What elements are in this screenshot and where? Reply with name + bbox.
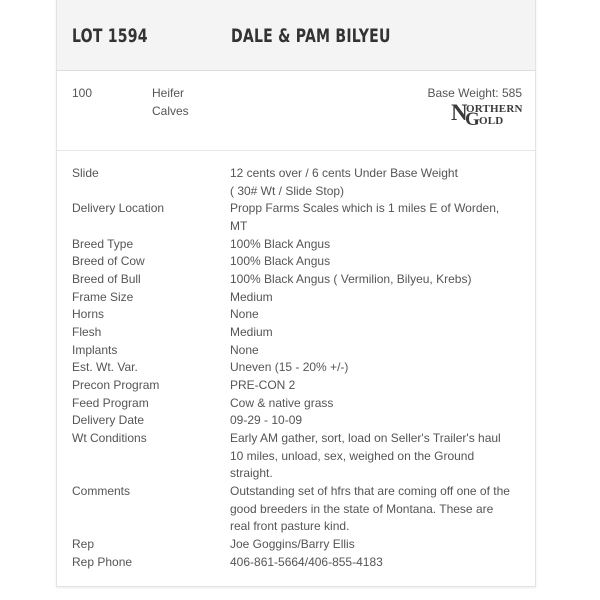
logo-letter-g: G — [465, 109, 480, 130]
implants-value: None — [230, 343, 259, 357]
comments-line-3: real front pasture kind. — [230, 519, 350, 533]
slide-line-1: 12 cents over / 6 cents Under Base Weight — [230, 166, 458, 180]
logo-word-northern: ORTHERN — [466, 103, 523, 115]
delivery-date-value: 09-29 - 10-09 — [230, 413, 303, 427]
rep-phone-value: 406-861-5664/406-855-4183 — [230, 555, 383, 569]
frame-size-label: Frame Size — [72, 290, 134, 304]
description-line-2: Calves — [152, 104, 189, 118]
comments-line-1: Outstanding set of hfrs that are coming off one of the — [230, 484, 510, 498]
breed-cow-value: 100% Black Angus — [230, 254, 331, 268]
precon-label: Precon Program — [72, 378, 160, 392]
precon-value: PRE-CON 2 — [230, 378, 296, 392]
feed-value: Cow & native grass — [230, 396, 334, 410]
seller-name: DALE & PAM BILYEU — [231, 25, 391, 47]
divider — [57, 150, 535, 151]
lot-number: LOT 1594 — [72, 25, 148, 47]
wt-conditions-line-2: 10 miles, unload, sex, weighed on the Ground — [230, 449, 475, 463]
breed-cow-label: Breed of Cow — [72, 254, 145, 268]
implants-label: Implants — [72, 343, 118, 357]
est-wt-var-label: Est. Wt. Var. — [72, 360, 138, 374]
flesh-value: Medium — [230, 325, 273, 339]
slide-line-2: ( 30# Wt / Slide Stop) — [230, 184, 345, 198]
frame-size-value: Medium — [230, 290, 273, 304]
slide-label: Slide — [72, 166, 99, 180]
delivery-location-line-1: Propp Farms Scales which is 1 miles E of Worden, — [230, 201, 500, 215]
lot-header — [57, 0, 535, 71]
description-line-1: Heifer — [152, 86, 185, 100]
rep-phone-label: Rep Phone — [72, 555, 133, 569]
flesh-label: Flesh — [72, 325, 102, 339]
delivery-date-label: Delivery Date — [72, 413, 145, 427]
breed-type-value: 100% Black Angus — [230, 237, 331, 251]
logo-letter-n: N — [451, 100, 468, 125]
lot-card — [56, 0, 536, 587]
delivery-location-label: Delivery Location — [72, 201, 165, 215]
horns-label: Horns — [72, 307, 105, 321]
horns-value: None — [230, 307, 259, 321]
wt-conditions-label: Wt Conditions — [72, 431, 147, 445]
comments-label: Comments — [72, 484, 131, 498]
breed-bull-value: 100% Black Angus ( Vermilion, Bilyeu, Krebs) — [230, 272, 472, 286]
est-wt-var-value: Uneven (15 - 20% +/-) — [230, 360, 349, 374]
wt-conditions-line-3: straight. — [230, 466, 273, 480]
feed-label: Feed Program — [72, 396, 149, 410]
head-count: 100 — [72, 86, 93, 100]
rep-label: Rep — [72, 537, 95, 551]
base-weight: Base Weight: 585 — [427, 86, 522, 100]
northern-gold-logo — [451, 100, 523, 130]
rep-value: Joe Goggins/Barry Ellis — [230, 537, 355, 551]
delivery-location-line-2: MT — [230, 219, 248, 233]
logo-word-gold: OLD — [479, 115, 504, 127]
breed-bull-label: Breed of Bull — [72, 272, 141, 286]
breed-type-label: Breed Type — [72, 237, 134, 251]
comments-line-2: good breeders in the state of Montana. These are — [230, 502, 494, 516]
wt-conditions-line-1: Early AM gather, sort, load on Seller's Trailer's haul — [230, 431, 501, 445]
